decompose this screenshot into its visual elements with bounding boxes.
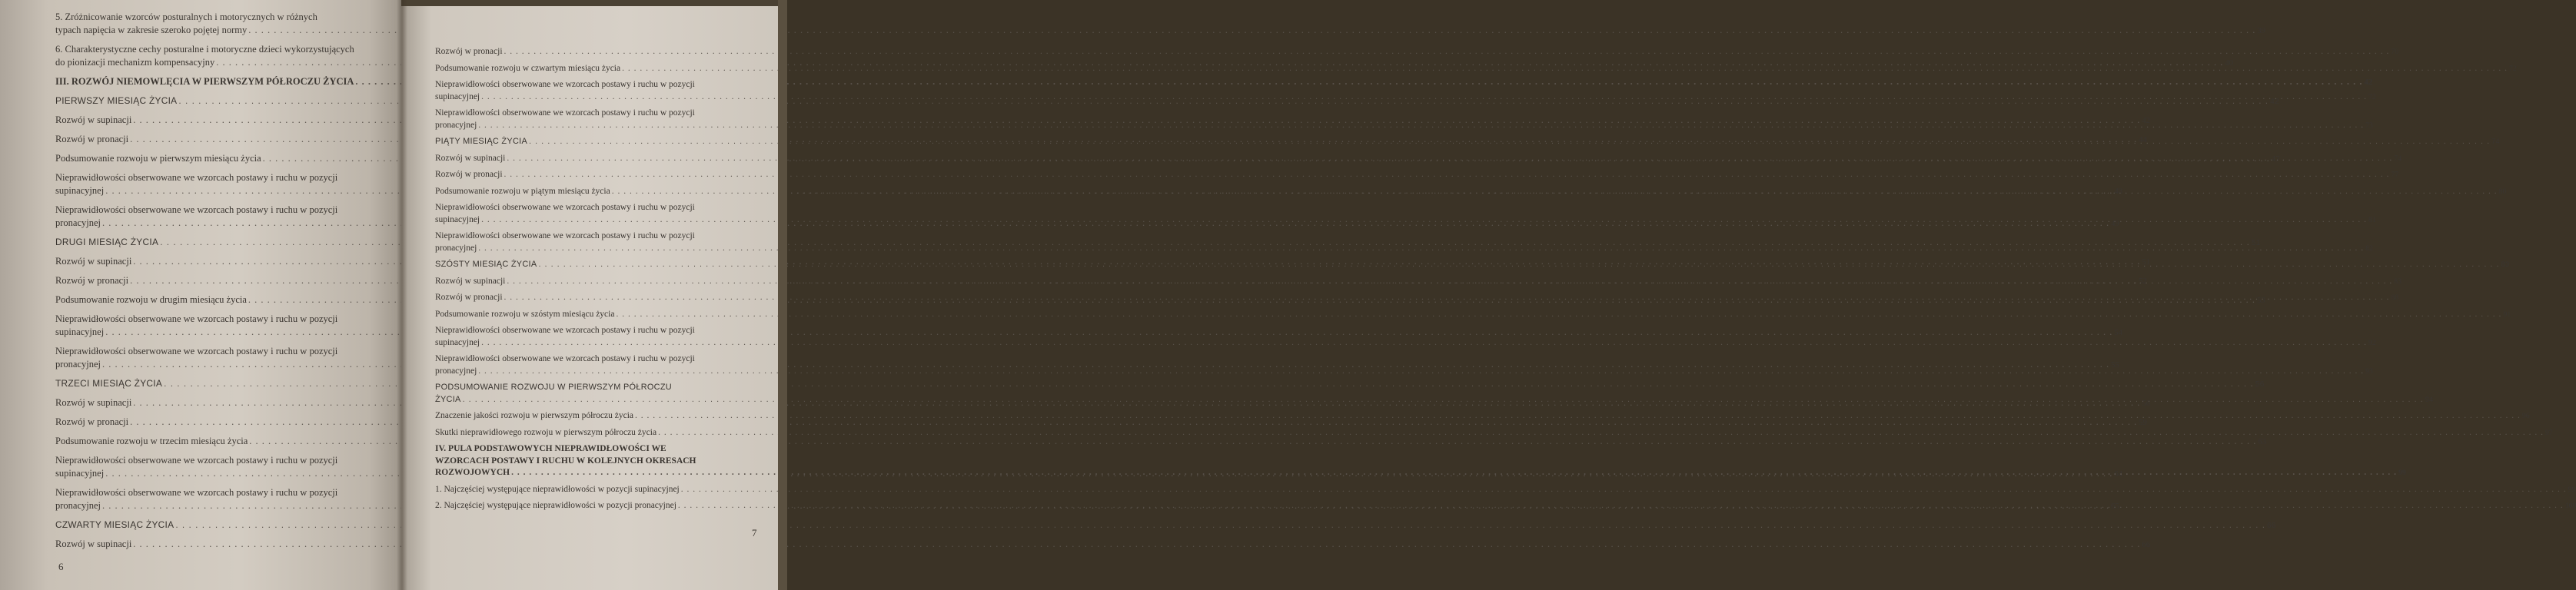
toc-entry bbox=[435, 427, 2553, 439]
toc-entry-line bbox=[55, 11, 397, 24]
toc-dot-leader bbox=[478, 244, 2364, 253]
toc-entry-line bbox=[55, 486, 397, 499]
toc-entry-title: Rozwój w supinacji bbox=[435, 153, 506, 163]
toc-entry-title: Podsumowanie rozwoju w szóstym miesiącu życia bbox=[435, 309, 615, 319]
toc-page-number: 99 bbox=[2568, 485, 2576, 494]
toc-page-number: 65 bbox=[2111, 502, 2119, 511]
toc-page-number: 39 bbox=[2257, 27, 2265, 35]
toc-entry bbox=[55, 538, 2151, 552]
toc-page-number: 64 bbox=[2114, 470, 2122, 479]
toc-page-number: 55 bbox=[2111, 361, 2119, 370]
toc-dot-leader bbox=[681, 485, 2567, 494]
toc-entry-title: 6. Charakterystyczne cechy posturalne i motoryczne dzieci wykorzystujących bbox=[55, 44, 354, 55]
toc-entry-title: Rozwój w pronacji bbox=[55, 416, 129, 427]
toc-entry-title: Podsumowanie rozwoju w piątym miesiącu życia bbox=[435, 186, 610, 196]
toc-entry-title: SZÓSTY MIESIĄC ŻYCIA bbox=[435, 260, 537, 269]
toc-entry-line bbox=[435, 353, 761, 366]
toc-entry-title: Nieprawidłowości obserwowane we wzorcach postawy i ruchu w pozycji bbox=[55, 172, 338, 183]
toc-entry-line bbox=[435, 169, 2399, 181]
toc-dot-leader bbox=[478, 366, 2364, 376]
toc-section-heading bbox=[55, 519, 2276, 532]
toc-entry-title: WZORCACH POSTAWY I RUCHU W KOLEJNYCH OKRESACH bbox=[435, 456, 696, 466]
toc-page-number: 59 bbox=[2139, 419, 2147, 427]
toc-page-number: 93 bbox=[2365, 366, 2373, 376]
toc-entry-line bbox=[435, 366, 2373, 378]
toc-entry-line bbox=[55, 519, 2276, 532]
toc-page-number: 73 bbox=[2365, 121, 2373, 130]
toc-entry-title: Rozwój w pronacji bbox=[55, 275, 129, 286]
toc-entry-title: Rozwój w pronacji bbox=[435, 47, 503, 56]
toc-entry-line bbox=[435, 337, 2376, 350]
toc-entry-line bbox=[435, 443, 761, 456]
toc-entry-line bbox=[55, 204, 397, 217]
toc-entry-line bbox=[435, 325, 761, 337]
toc-page-number: 74 bbox=[2394, 154, 2401, 163]
toc-entry-title: Rozwój w supinacji bbox=[55, 256, 132, 267]
toc-dot-leader bbox=[507, 277, 2392, 286]
toc-page-number: 96 bbox=[2521, 412, 2530, 420]
toc-page-number: 74 bbox=[2491, 138, 2501, 145]
toc-entry-line bbox=[55, 43, 397, 56]
right-page-number: 7 bbox=[752, 527, 757, 539]
toc-page-number: 54 bbox=[2114, 329, 2122, 337]
toc-entry-title: III. ROZWÓJ NIEMOWLĘCIA W PIERWSZYM PÓŁROCZU ŻYCIA bbox=[55, 76, 354, 87]
toc-entry-title: do pionizacji mechanizm kompensacyjny bbox=[55, 57, 215, 68]
toc-entry-title: typach napięcia w zakresie szeroko pojętej normy bbox=[55, 25, 248, 35]
toc-entry-title: DRUGI MIESIĄC ŻYCIA bbox=[55, 237, 159, 247]
toc-entry-title: Rozwój w pronacji bbox=[435, 293, 503, 302]
toc-entry-title: Podsumowanie rozwoju w pierwszym miesiącu życia bbox=[55, 153, 261, 164]
toc-entry-title: Nieprawidłowości obserwowane we wzorcach postawy i ruchu w pozycji bbox=[435, 354, 695, 363]
toc-entry-title: Rozwój w supinacji bbox=[55, 397, 132, 408]
toc-page-number: 88 bbox=[2391, 293, 2399, 302]
toc-entry-title: ROZWOJOWYCH bbox=[435, 468, 510, 477]
toc-page-number: 82 bbox=[2365, 244, 2373, 253]
toc-dot-leader bbox=[538, 260, 2499, 269]
toc-entry bbox=[435, 46, 2399, 58]
toc-dot-leader bbox=[658, 428, 2544, 437]
toc-entry-line bbox=[435, 427, 2553, 439]
toc-page-number: 40 bbox=[2225, 59, 2233, 68]
toc-entry-title: Nieprawidłowości obserwowane we wzorcach postawy i ruchu w pozycji bbox=[55, 313, 338, 324]
toc-entry-line bbox=[435, 108, 761, 120]
toc-entry-title: pronacyjnej bbox=[55, 500, 101, 511]
toc-page-number: 83 bbox=[2501, 260, 2510, 268]
toc-entry-title: PIERWSZY MIESIĄC ŻYCIA bbox=[55, 95, 178, 106]
toc-entry-title: Rozwój w pronacji bbox=[55, 134, 129, 144]
toc-entry-title: Rozwój w supinacji bbox=[435, 276, 506, 286]
toc-dot-leader bbox=[481, 338, 2367, 347]
toc-page-number: 53 bbox=[2257, 297, 2265, 305]
left-page-number: 6 bbox=[58, 561, 64, 572]
toc-entry-title: Podsumowanie rozwoju w czwartym miesiącu życia bbox=[435, 63, 621, 73]
toc-dot-leader bbox=[507, 154, 2392, 163]
toc-entry bbox=[435, 484, 2576, 496]
toc-entry-line bbox=[435, 202, 761, 214]
toc-entry-title: Nieprawidłowości obserwowane we wzorcach postawy i ruchu w pozycji bbox=[55, 487, 338, 498]
toc-entry-title: 1. Najczęściej występujące nieprawidłowości w pozycji supinacyjnej bbox=[435, 484, 680, 494]
toc-dot-leader bbox=[511, 468, 2397, 477]
toc-entry-title: TRZECI MIESIĄC ŻYCIA bbox=[55, 378, 163, 389]
toc-entry bbox=[435, 309, 2511, 321]
toc-page-number: 80 bbox=[2498, 187, 2507, 196]
toc-entry-line bbox=[435, 382, 761, 394]
toc-entry-line bbox=[55, 538, 2151, 552]
toc-entry bbox=[55, 11, 2265, 38]
toc-page-number: 66 bbox=[2142, 541, 2151, 549]
toc-page-number: 42 bbox=[2142, 117, 2151, 125]
toc-page-number: 52 bbox=[2139, 277, 2147, 286]
toc-page-number: 63 bbox=[2258, 438, 2267, 446]
toc-page-number: 56 bbox=[2255, 380, 2265, 389]
toc-entry-title: Nieprawidłowości obserwowane we wzorcach postawy i ruchu w pozycji bbox=[435, 108, 695, 118]
toc-entry-line bbox=[435, 230, 761, 243]
toc-dot-leader bbox=[481, 92, 2367, 101]
background-edge bbox=[778, 0, 787, 590]
toc-entry-title: Znaczenie jakości rozwoju w pierwszym półroczu życia bbox=[435, 411, 634, 420]
toc-entry-title: 5. Zróżnicowanie wzorców posturalnych i motorycznych w różnych bbox=[55, 12, 317, 22]
toc-entry-line bbox=[435, 79, 761, 91]
toc-entry-title: pronacyjnej bbox=[55, 217, 101, 228]
toc-entry-title: supinacyjnej bbox=[435, 91, 480, 101]
toc-entry-line bbox=[55, 416, 2147, 429]
toc-entry-title: IV. PULA PODSTAWOWYCH NIEPRAWIDŁOWOŚCI WE bbox=[435, 444, 666, 453]
toc-entry-line bbox=[55, 171, 397, 184]
toc-page-number: 91 bbox=[2503, 310, 2511, 319]
toc-entry-title: CZWARTY MIESIĄC ŻYCIA bbox=[55, 519, 175, 530]
toc-entry-title: pronacyjnej bbox=[435, 243, 477, 253]
toc-page-number: 81 bbox=[2368, 215, 2376, 224]
toc-entry-line bbox=[55, 24, 2265, 38]
toc-entry-title: Rozwój w supinacji bbox=[55, 114, 132, 125]
toc-page-number: 51 bbox=[2251, 239, 2261, 247]
toc-entry-title: Skutki nieprawidłowego rozwoju w pierwszym półroczu życia bbox=[435, 427, 657, 437]
toc-entry-title: Nieprawidłowości obserwowane we wzorcach postawy i ruchu w pozycji bbox=[55, 204, 338, 215]
toc-entry-title: Podsumowanie rozwoju w trzecim miesiącu życia bbox=[55, 436, 248, 446]
toc-entry-line bbox=[55, 313, 397, 326]
toc-entry bbox=[55, 345, 2119, 372]
toc-page-number: 48 bbox=[2114, 187, 2122, 196]
toc-entry-title: supinacyjnej bbox=[55, 185, 105, 196]
toc-page-number: 56 bbox=[2142, 399, 2151, 408]
toc-entry-title: supinacyjnej bbox=[55, 326, 105, 337]
toc-page-number: 99 bbox=[2398, 469, 2406, 477]
toc-entry-title: pronacyjnej bbox=[435, 366, 477, 376]
toc-page-number: 44 bbox=[2139, 136, 2147, 144]
toc-dot-leader bbox=[622, 64, 2508, 73]
toc-dot-leader bbox=[635, 411, 2521, 420]
toc-entry-title: supinacyjnej bbox=[55, 468, 105, 479]
toc-entry-title: supinacyjnej bbox=[435, 337, 480, 347]
toc-entry-line bbox=[435, 46, 2399, 58]
toc-entry bbox=[435, 169, 2399, 181]
toc-page-number: 83 bbox=[2394, 277, 2401, 286]
book-gutter bbox=[397, 0, 407, 590]
toc-page-number: 77 bbox=[2391, 171, 2399, 179]
toc-dot-leader bbox=[612, 187, 2498, 196]
toc-page-number: 100 bbox=[2564, 502, 2576, 510]
toc-dot-leader bbox=[529, 137, 2490, 146]
toc-entry-title: Nieprawidłowości obserwowane we wzorcach postawy i ruchu w pozycji bbox=[55, 346, 338, 356]
toc-entry-title: Nieprawidłowości obserwowane we wzorcach postawy i ruchu w pozycji bbox=[435, 203, 695, 212]
toc-entry-title: supinacyjnej bbox=[435, 214, 480, 224]
toc-entry-line bbox=[435, 309, 2511, 321]
toc-entry-title: Nieprawidłowości obserwowane we wzorcach postawy i ruchu w pozycji bbox=[435, 231, 695, 240]
toc-page-number: 94 bbox=[2425, 395, 2434, 403]
toc-entry-title: Nieprawidłowości obserwowane we wzorcach postawy i ruchu w pozycji bbox=[55, 455, 338, 466]
toc-page-number: 70 bbox=[2391, 48, 2399, 56]
toc-dot-leader bbox=[478, 121, 2364, 130]
toc-entry-title: pronacyjnej bbox=[55, 359, 101, 370]
toc-entry-line bbox=[55, 454, 397, 467]
toc-dot-leader bbox=[481, 215, 2367, 224]
toc-page-number: 92 bbox=[2368, 338, 2376, 347]
toc-entry-title: Rozwój w supinacji bbox=[55, 539, 132, 549]
toc-entry-title: Rozwój w pronacji bbox=[435, 170, 503, 179]
toc-entry-title: pronacyjnej bbox=[435, 120, 477, 130]
toc-entry-line bbox=[55, 345, 397, 358]
toc-page-number: 42 bbox=[2270, 98, 2279, 106]
toc-entry-line bbox=[435, 484, 2576, 496]
toc-page-number: 49 bbox=[2111, 220, 2119, 228]
toc-entry-title: 2. Najczęściej występujące nieprawidłowości w pozycji pronacyjnej bbox=[435, 501, 676, 510]
toc-page-number: 72 bbox=[2508, 64, 2517, 73]
toc-dot-leader bbox=[463, 395, 2424, 404]
toc-dot-leader bbox=[678, 501, 2564, 510]
toc-page-number: 72 bbox=[2368, 92, 2376, 101]
toc-page-number: 66 bbox=[2267, 522, 2276, 530]
toc-entry-title: PODSUMOWANIE ROZWOJU W PIERWSZYM PÓŁROCZU bbox=[435, 383, 672, 392]
toc-entry-title: Nieprawidłowości obserwowane we wzorcach postawy i ruchu w pozycji bbox=[435, 326, 695, 335]
toc-entry bbox=[55, 416, 2147, 429]
toc-entry-title: Podsumowanie rozwoju w drugim miesiącu życia bbox=[55, 294, 247, 305]
toc-entry-line bbox=[435, 456, 761, 468]
toc-entry-title: Nieprawidłowości obserwowane we wzorcach postawy i ruchu w pozycji bbox=[435, 80, 695, 89]
toc-page-number: 97 bbox=[2544, 428, 2553, 437]
toc-page-number: 47 bbox=[2271, 155, 2280, 164]
toc-dot-leader bbox=[616, 310, 2501, 319]
toc-page-number: 42 bbox=[2364, 78, 2373, 87]
toc-entry-title: PIĄTY MIESIĄC ŻYCIA bbox=[435, 137, 528, 146]
toc-page-number: 51 bbox=[2142, 258, 2151, 267]
toc-entry-title: ŻYCIA bbox=[435, 394, 461, 404]
